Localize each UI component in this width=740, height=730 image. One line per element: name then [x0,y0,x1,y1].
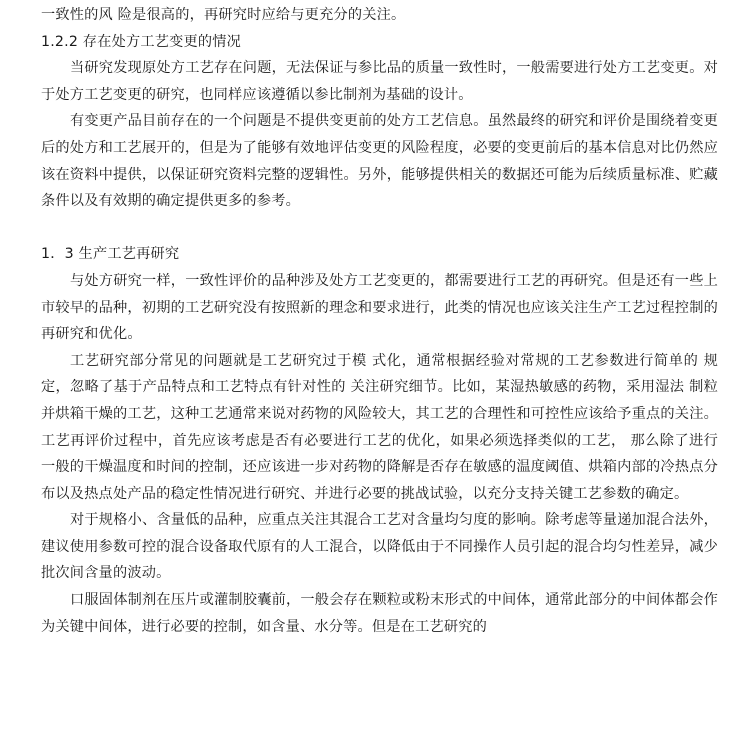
body-paragraph: 有变更产品目前存在的一个问题是不提供变更前的处方工艺信息。虽然最终的研究和评价是围绕着变更后的处方和工艺展开的，但是为了能够有效地评估变更的风险程度，必要的变更前后的基本信息对比仍然应该在资料中提供，以保证研究资料完整的逻辑性。另外，能够提供相关的数据还可能为后续质量标准、贮藏条件以及有效期的确定提供更多的参考。 [41,113,718,210]
section-heading-1-3: 1．3 生产工艺再研究 [41,246,180,263]
continuation-paragraph: 一致性的风 险是很高的，再研究时应给与更充分的关注。 [41,7,406,23]
body-paragraph: 工艺研究部分常见的问题就是工艺研究过于模 式化，通常根据经验对常规的工艺参数进行简单的 规定，忽略了基于产品特点和工艺特点有针对性的 关注研究细节。比如，某湿热敏感的药物，采用湿法 制粒并烘箱干燥的工艺，这种工艺通常来说对药物的风险较大，其工艺的合理性和可控性应该给予重点的关注。工艺再评价过程中，首先应该考虑是否有必要进行工艺的优化，如果必须选择类似的工艺， 那么除了进行一般的干燥温度和时间的控制，还应该进一步对药物的降解是否存在敏感的温度阈值、烘箱内部的冷热点分布以及热点处产品的稳定性情况进行研究、并进行必要的挑战试验，以充分支持关键工艺参数的确定。 [41,352,718,502]
body-paragraph: 当研究发现原处方工艺存在问题，无法保证与参比品的质量一致性时，一般需要进行处方工艺变更。对于处方工艺变更的研究，也同样应该遵循以参比制剂为基础的设计。 [41,60,718,103]
body-paragraph: 对于规格小、含量低的品种，应重点关注其混合工艺对含量均匀度的影响。除考虑等量递加混合法外，建议使用参数可控的混合设备取代原有的人工混合，以降低由于不同操作人员引起的混合均匀性差异，减少批次间含量的波动。 [41,512,718,582]
paragraph-spacer [41,215,718,242]
section-heading-1-2-2: 1.2.2 存在处方工艺变更的情况 [41,33,242,50]
body-paragraph: 与处方研究一样，一致性评价的品种涉及处方工艺变更的，都需要进行工艺的再研究。但是还有一些上市较早的品种，初期的工艺研究没有按照新的理念和要求进行，此类的情况也应该关注生产工艺过程控制的再研究和优化。 [41,272,718,343]
body-paragraph: 口服固体制剂在压片或灌制胶囊前，一般会存在颗粒或粉末形式的中间体，通常此部分的中间体都会作为关键中间体，进行必要的控制，如含量、水分等。但是在工艺研究的 [41,592,718,635]
